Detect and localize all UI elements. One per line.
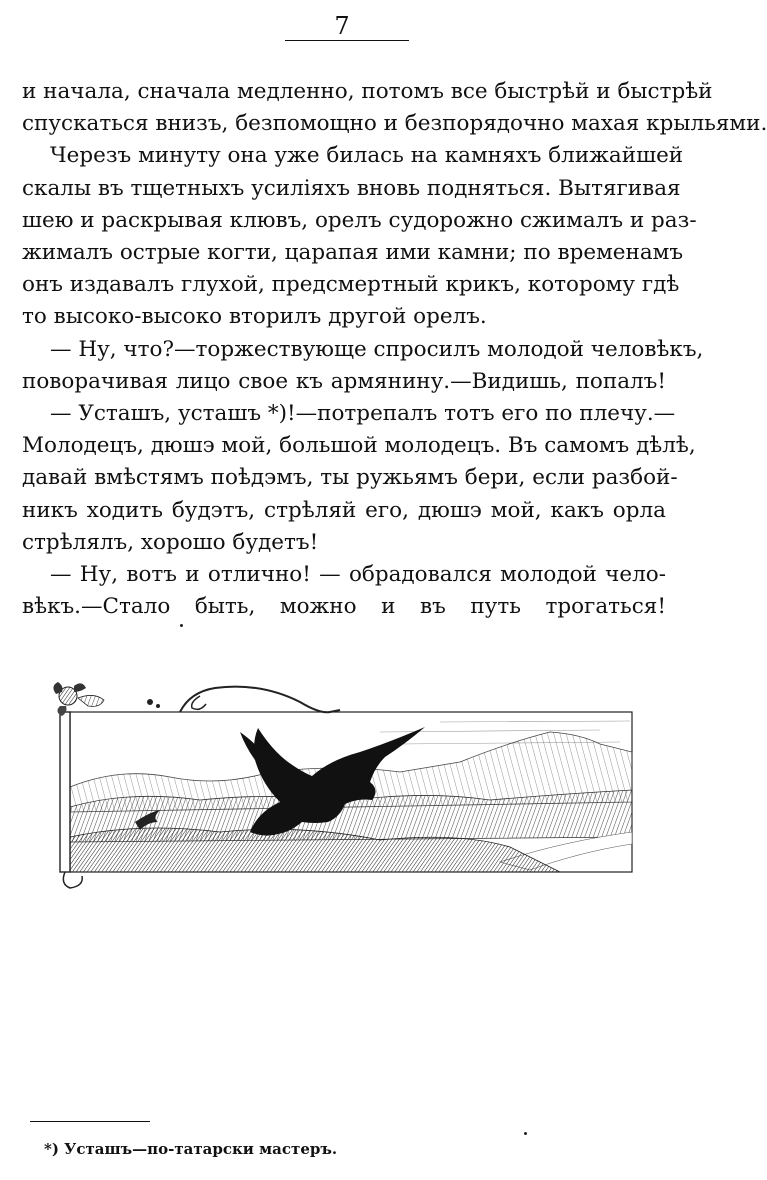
- text-line: спускаться внизъ, безпомощно и безпорядочно махая крыльями.: [22, 111, 767, 137]
- text-line: жималъ острые когти, царапая ими камни; по временамъ: [22, 240, 684, 266]
- text-line: и начала, сначала медленно, потомъ все быстрѣй и быстрѣй: [22, 79, 713, 104]
- ornament-dot: [156, 704, 160, 708]
- footnote: *) Усташъ—по-татарски мастеръ.: [44, 1140, 338, 1158]
- text-line: Молодецъ, дюшэ мой, большой молодецъ. Въ самомъ дѣлѣ,: [22, 433, 696, 459]
- text-line: — Усташъ, усташъ *)!—потрепалъ тотъ его по плечу.—: [50, 401, 676, 427]
- text-line: вѣкъ.—Стало быть, можно и въ путь трогаться!: [22, 594, 666, 620]
- ornament-curl: [192, 696, 206, 709]
- text-line: Черезъ минуту она уже билась на камняхъ ближайшей: [50, 143, 684, 169]
- text-line: шею и раскрывая клювъ, орелъ судорожно сжималъ и раз-: [22, 207, 697, 233]
- body-text: [22, 76, 767, 623]
- flower-ornament: [53, 682, 104, 716]
- text-line: стрѣлялъ, хорошо будетъ!: [22, 529, 319, 555]
- text-line: то высоко-высоко вторилъ другой орелъ.: [22, 304, 487, 330]
- page-number: 7: [334, 12, 350, 40]
- ornament-post: [60, 712, 70, 872]
- page-number-rule: [285, 40, 409, 41]
- text-line: — Ну, что?—торжествующе спросилъ молодой человѣкъ,: [50, 336, 704, 362]
- text-line: давай вмѣстямъ поѣдэмъ, ты ружьямъ бери, если разбой-: [22, 465, 678, 491]
- speck-mark: [524, 1132, 527, 1135]
- text-line: поворачивая лицо свое къ армянину.—Видишь, попалъ!: [22, 368, 666, 394]
- footnote-rule: [30, 1121, 150, 1122]
- text-line: скалы въ тщетныхъ усиліяхъ вновь подняться. Вытягивая: [22, 175, 681, 201]
- text-line: онъ издавалъ глухой, предсмертный крикъ, которому гдѣ: [22, 272, 680, 298]
- speck-mark: [180, 624, 183, 627]
- text-line: никъ ходить будэтъ, стрѣляй его, дюшэ мой, какъ орла: [22, 497, 666, 523]
- ornament-tendril: [180, 687, 340, 713]
- eagle-vignette-illustration: [40, 672, 640, 894]
- text-line: — Ну, вотъ и отлично! — обрадовался молодой чело-: [50, 562, 666, 588]
- ornament-dot: [147, 699, 153, 705]
- ornament-scroll: [63, 872, 82, 888]
